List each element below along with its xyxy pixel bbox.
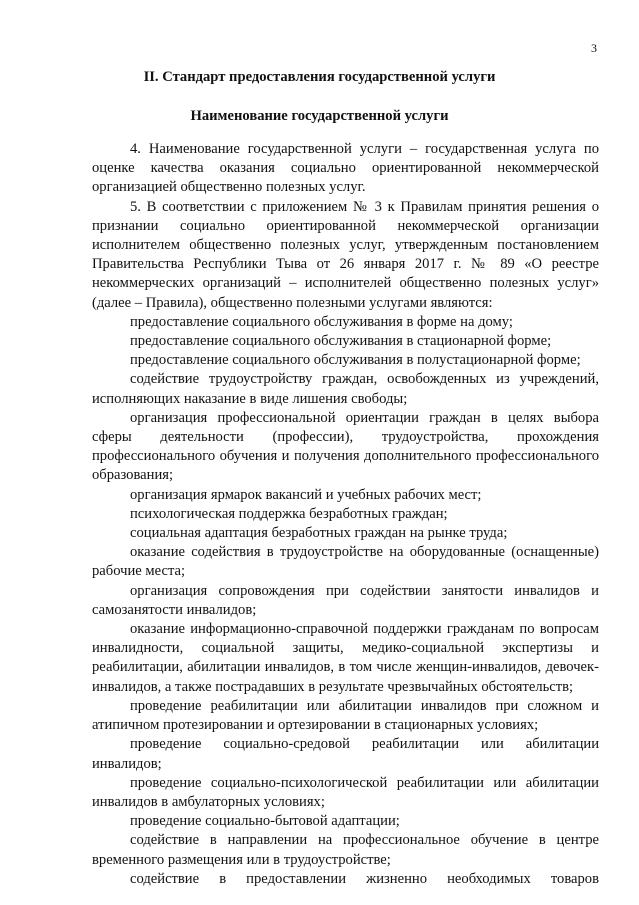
- paragraph: 5. В соответствии с приложением № 3 к Правилам принятия решения о признании социально ориентированной некоммерческой организации исполнителем общественно полезных услуг, утвержденным постановлением Правительства Республики Тыва от 26 января 2017 г. № 89 «О реестре некоммерческих организаций – исполнителей общественно полезных услуг» (далее – Правила), общественно полезными услугами являются:: [92, 198, 599, 311]
- paragraph: содействие в направлении на профессиональное обучение в центре временного размещения или в трудоустройстве;: [92, 832, 599, 868]
- paragraph: предоставление социального обслуживания в форме на дому;: [130, 313, 513, 330]
- paragraph: содействие в предоставлении жизненно необходимых товаров: [130, 870, 599, 887]
- paragraph: проведение реабилитации или абилитации инвалидов при сложном и атипичном протезировании и ортезировании в стационарных условиях;: [92, 697, 599, 734]
- document-body: [92, 140, 599, 889]
- paragraph: содействие трудоустройству граждан, освобожденных из учреждений, исполняющих наказание в виде лишения свободы;: [92, 371, 599, 407]
- page-number: 3: [591, 41, 597, 55]
- paragraph: проведение социально-бытовой адаптации;: [130, 813, 400, 830]
- paragraph: проведение социально-средовой реабилитации или абилитации инвалидов;: [92, 736, 599, 772]
- paragraph: предоставление социального обслуживания в стационарной форме;: [130, 333, 552, 350]
- paragraph: 4. Наименование государственной услуги – государственная услуга по оценке качества оказания социально ориентированной некоммерческой организацией общественно полезных услуг.: [92, 141, 599, 196]
- paragraph: предоставление социального обслуживания в полустационарной форме;: [130, 352, 581, 369]
- paragraph: проведение социально-психологической реабилитации или абилитации инвалидов в амбулаторных условиях;: [92, 774, 599, 810]
- paragraph: организация ярмарок вакансий и учебных рабочих мест;: [130, 486, 482, 503]
- subsection-title: Наименование государственной услуги: [190, 108, 449, 124]
- paragraph: организация профессиональной ориентации граждан в целях выбора сферы деятельности (профессии), трудоустройства, прохождения профессионального обучения и получения дополнительного профессионального образования;: [92, 409, 599, 484]
- paragraph: организация сопровождения при содействии занятости инвалидов и самозанятости инвалидов;: [92, 582, 599, 618]
- paragraph: оказание информационно-справочной поддержки гражданам по вопросам инвалидности, социальной защиты, медико-социальной экспертизы и реабилитации, абилитации инвалидов, в том числе женщин-инвалидов, девочек-инвалидов, а также пострадавших в результате чрезвычайных обстоятельств;: [92, 621, 599, 695]
- paragraph: социальная адаптация безработных граждан на рынке труда;: [130, 525, 508, 542]
- section-title: II. Стандарт предоставления государственной услуги: [143, 69, 496, 85]
- paragraph: оказание содействия в трудоустройстве на оборудованные (оснащенные) рабочие места;: [92, 544, 599, 580]
- paragraph: психологическая поддержка безработных граждан;: [130, 505, 448, 522]
